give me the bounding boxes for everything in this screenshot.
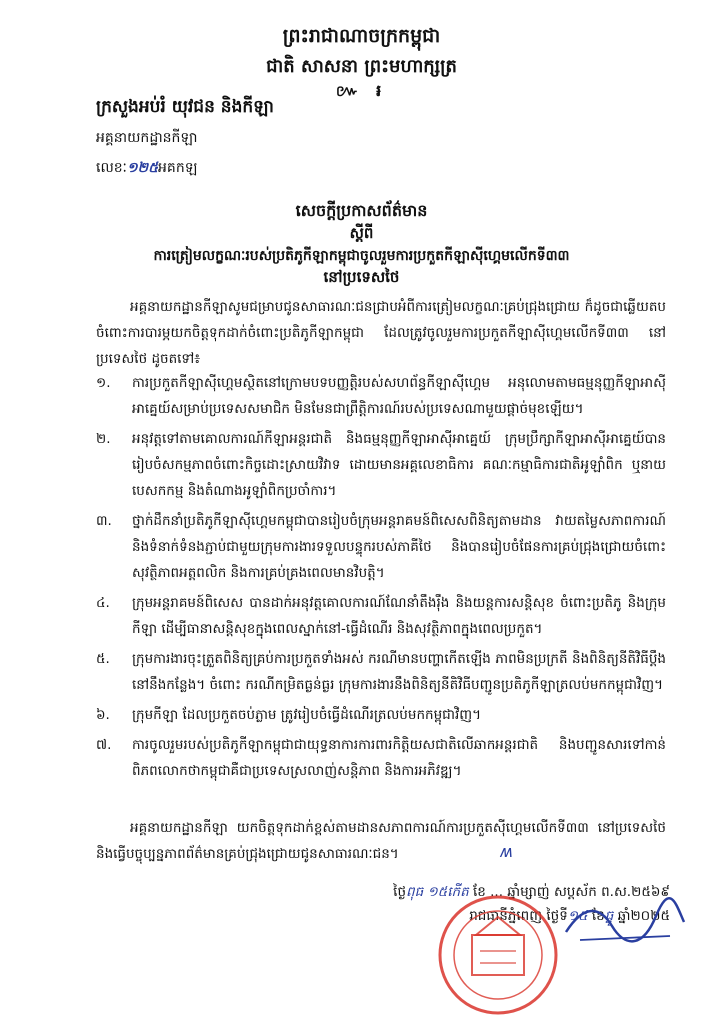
lunar-date-rest: ខែ ... ឆ្នាំម្សាញ់ សប្តស័ក ព.ស.២៥៦៩ — [472, 884, 670, 900]
handwritten-initials: ʍ — [500, 842, 514, 861]
reference-suffix: អគកឡ — [158, 160, 198, 176]
title-location: នៅប្រទេសថៃ — [323, 268, 400, 286]
ministry-name: ក្រសួងអប់រំ យុវជន និងកីឡា — [96, 97, 274, 117]
department-name: អគ្គនាយកដ្ឋានកីឡា — [96, 130, 198, 146]
kingdom-heading: ព្រះរាជាណាចក្រកម្ពុជា — [282, 25, 441, 47]
list-item — [96, 370, 666, 422]
numbered-list — [96, 370, 666, 788]
item-text: ក្រុមអន្តរាគមន៍ពិសេស បានដាក់អនុវត្តគោលការណ៍ណែនាំតឹងរ៉ឹង និងយន្តការសន្តិសុខ ចំពោះប្រតិភូ និងក្រុមកីឡា ដើម្បីធានាសន្តិសុខក្នុងពេលស្នាក់នៅ-ធ្វើដំណើរ និងសុវត្ថិភាពក្នុងពេលប្រកួត។ — [132, 595, 666, 637]
item-number: ៧. — [96, 737, 112, 753]
handwritten-signature — [560, 896, 690, 956]
item-text: ការប្រកួតកីឡាស៊ីហ្គេមស្ថិតនៅក្រោមបទបញ្ញត្តិរបស់សហព័ន្ធកីឡាស៊ីហ្គេម អនុលោមតាមធម្មនុញ្ញកីឡាអាស៊ីអាគ្នេយ៍សម្រាប់ប្រទេសសមាជិក មិនមែនជាព្រឹត្តិការណ៍របស់ប្រទេសណាមួយផ្តាច់មុខឡើយ។ — [132, 375, 666, 417]
item-number: ៤. — [96, 595, 110, 611]
item-text: ក្រុមកីឡា ដែលប្រកួតចប់ភ្លាម ត្រូវរៀបចំធ្វើដំណើរត្រលប់មកកម្ពុជាវិញ។ — [132, 707, 482, 723]
official-seal — [432, 893, 564, 1017]
item-number: ៥. — [96, 651, 110, 667]
reference-number — [96, 158, 197, 179]
list-item — [96, 702, 666, 728]
item-text: ថ្នាក់ដឹកនាំប្រតិភូកីឡាស៊ីហ្គេមកម្ពុជាបានរៀបចំក្រុមអន្តរាគមន៍ពិសេសពិនិត្យតាមដាន វាយតម្លៃសភាពការណ៍ និងទំនាក់ទំនងភ្ជាប់ជាមួយក្រុមការងារទទួលបន្ទុករបស់ភាគីថៃ និងបានរៀបចំផែនការគ្រប់ជ្រុងជ្រោយចំពោះសុវត្ថិភាពអត្តពលិក និងការគ្រប់គ្រងពេលមានវិបត្តិ។ — [132, 513, 666, 581]
list-item — [96, 732, 666, 784]
lunar-date-handwritten: ពុធ ១៥កើត — [406, 884, 469, 900]
reference-handwritten-number: ១២៥ — [126, 160, 159, 176]
intro-paragraph: អគ្គនាយកដ្ឋានកីឡាសូមជម្រាបជូនសាធារណៈជនជ្រាបអំពីការត្រៀមលក្ខណៈគ្រប់ជ្រុងជ្រោយ ក៏ដូចជាឆ្លើយតបចំពោះការបារម្ភយកចិត្តទុកដាក់ចំពោះប្រតិភូកីឡាកម្ពុជា ដែលត្រូវចូលរួមការប្រកួតកីឡាស៊ីហ្គេមលើកទី៣៣ នៅប្រទេសថៃ ដូចតទៅ៖ — [96, 299, 666, 367]
place-date-day: ១៥ — [567, 908, 588, 924]
item-text: អនុវត្តទៅតាមគោលការណ៍កីឡាអន្តរជាតិ និងធម្មនុញ្ញកីឡាអាស៊ីអាគ្នេយ៍ ក្រុមប្រឹក្សាកីឡាអាស៊ីអាគ្នេយ៍បានរៀបចំសកម្មភាពចំពោះកិច្ចដោះស្រាយវិវាទ ដោយមានអគ្គលេខាធិការ គណៈកម្មាធិការជាតិអូឡាំពិក ឬនាយបេសកកម្ម និងតំណាងអូឡាំពិកប្រចាំការ។ — [132, 431, 666, 499]
document-title: សេចក្តីប្រកាសព័ត៌មាន — [295, 201, 428, 220]
closing-paragraph: អគ្គនាយកដ្ឋានកីឡា យកចិត្តទុកដាក់ខ្ពស់តាមដានសភាពការណ៍ការប្រកួតស៊ីហ្គេមលើកទី៣៣ នៅប្រទេសថៃ និងធ្វើបច្ចុប្បន្នភាពព័ត៌មានគ្រប់ជ្រុងជ្រោយជូនសាធារណៈជន។ — [96, 820, 666, 862]
place-date-prefix: រាជធានីភ្នំពេញ ថ្ងៃទី — [469, 908, 568, 924]
lunar-date-prefix: ថ្ងៃ — [393, 884, 407, 900]
list-item — [96, 590, 666, 642]
item-text: ក្រុមការងារចុះត្រួតពិនិត្យគ្រប់ការប្រកួតទាំងអស់ ករណីមានបញ្ហាកើតឡើង ភាពមិនប្រក្រតី និងពិនិត្យនីតិវិធីប្ដឹងនៅនឹងកន្លែង។ ចំពោះ ករណីកម្រិតធ្ងន់ធ្ងរ ក្រុមការងារនឹងពិនិត្យនីតិវិធីបញ្ជូនប្រតិភូកីឡាត្រលប់មកកម្ពុជាវិញ។ — [132, 651, 666, 693]
item-number: ២. — [96, 431, 111, 447]
title-subject: ការត្រៀមលក្ខណៈរបស់ប្រតិភូកីឡាកម្ពុជាចូលរួមការប្រកួតកីឡាស៊ីហ្គេមលើកទី៣៣ — [153, 248, 570, 264]
item-number: ១. — [96, 375, 111, 391]
place-date-month: ធ្នូ — [604, 908, 614, 924]
item-number: ៣. — [96, 513, 112, 529]
title-subject-label: ស្តីពី — [349, 224, 374, 242]
ornament-glyph: ៚ ៛ — [335, 81, 388, 100]
place-date-year: ឆ្នាំ២០២៥ — [617, 908, 670, 924]
place-date-month-prefix: ខែ — [591, 908, 605, 924]
list-item — [96, 508, 666, 586]
item-text: ការចូលរួមរបស់ប្រតិភូកីឡាកម្ពុជាជាយុទ្ធនាការការពារកិត្តិយសជាតិលើឆាកអន្តរជាតិ និងបញ្ជូនសារទៅកាន់ពិភពលោកថាកម្ពុជាគឺជាប្រទេសស្រលាញ់សន្តិភាព និងការអភិវឌ្ឍ។ — [132, 737, 666, 779]
item-number: ៦. — [96, 707, 110, 723]
national-motto: ជាតិ សាសនា ព្រះមហាក្សត្រ — [266, 56, 457, 77]
list-item — [96, 646, 666, 698]
reference-label: លេខៈ — [96, 160, 127, 176]
list-item — [96, 426, 666, 504]
